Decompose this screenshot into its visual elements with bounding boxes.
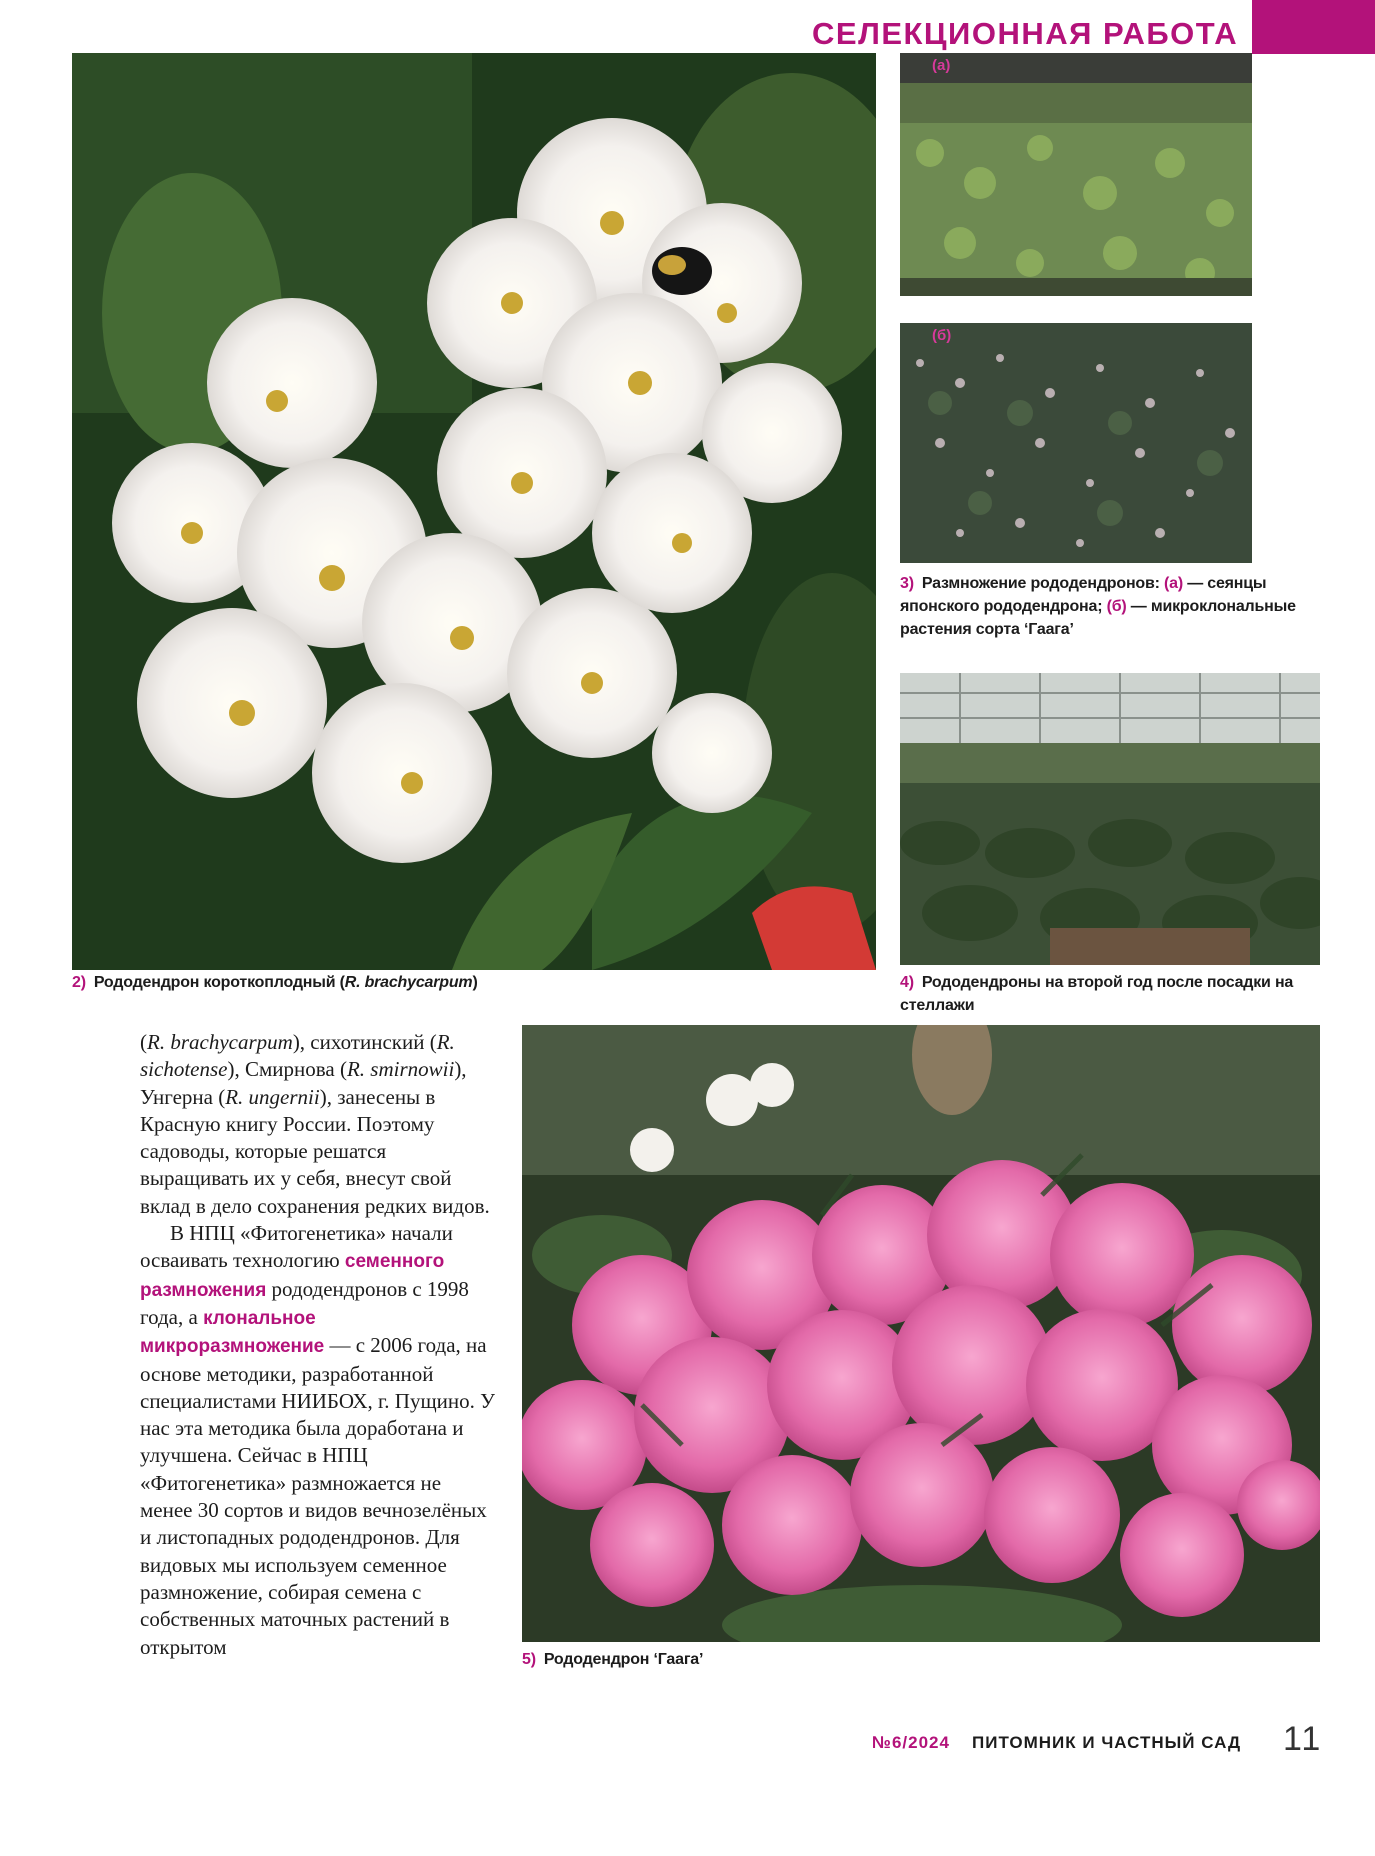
paragraph-2-text-3: — с 2006 года, на основе методики, разработанной специалистами НИИБОХ, г. Пущино. У нас эта методика была доработана и улучшена. Сейчас в НПЦ «Фитогенетика» размножается не менее 30 сортов и видов вечнозелёных и листопадных рододендронов. Для видовых мы используем семенное размножение, собирая семена с собственных маточных растений в открытом [140, 1333, 495, 1659]
figure-5-number: 5) [522, 1651, 536, 1668]
paragraph-1-text-1: ), сихотинский ( [292, 1030, 437, 1054]
photo-seedlings-a [900, 53, 1252, 296]
figure-2-caption-latin: R. brachycarpum [344, 974, 473, 991]
figure-3-label-a: (а) [1164, 575, 1183, 592]
figure-4-caption-text: Рододендроны на второй год после посадки на стеллажи [900, 974, 1294, 1014]
figure-2-caption-text: Рододендрон короткоплодный ( [93, 974, 345, 991]
figure-3-label-b: (б) [1106, 598, 1127, 615]
latin-name-3: R. smirnowii [346, 1057, 455, 1082]
section-color-bar [1252, 0, 1375, 54]
figure-5-caption [522, 1648, 1022, 1671]
article-paragraph-1: (R. brachycarpum), сихотинский (R. sichotense), Смирнова (R. smirnowii), Унгерна (R. ungernii), занесены в Красную книгу России. Поэтому садоводы, которые решатся выращивать их у себя, внесут свой вклад в дело сохранения редких видов. [140, 1030, 490, 1218]
latin-name-1: R. brachycarpum [147, 1030, 293, 1054]
photo-marker-b: (б) [932, 327, 952, 344]
section-title: СЕЛЕКЦИОННАЯ РАБОТА [812, 16, 1239, 51]
paragraph-1-text-3: ), Унгерна ( [140, 1057, 467, 1109]
latin-name-4: R. ungernii [225, 1084, 320, 1109]
photo-white-rhododendron [72, 53, 876, 970]
latin-name-2: R. sichotense [140, 1030, 455, 1082]
footer-magazine-title: ПИТОМНИК И ЧАСТНЫЙ САД [972, 1733, 1242, 1752]
figure-3-number: 3) [900, 575, 914, 592]
highlight-seed-propagation: семенного размножения [140, 1251, 445, 1301]
paragraph-1-text-4: ), занесены в Красную книгу России. Поэтому садоводы, которые решатся выращивать их у себя, внесут свой вклад в дело сохранения редких видов. [140, 1084, 490, 1218]
photo-microclonal-b [900, 323, 1252, 563]
figure-4-caption [900, 971, 1320, 1017]
figure-2-caption-end: ) [472, 974, 478, 991]
figure-3-caption [900, 572, 1330, 641]
figure-3-caption-text-1: Размножение рододендронов: [921, 575, 1164, 592]
footer-issue-number: №6/2024 [872, 1733, 950, 1752]
paragraph-2-text-1: В НПЦ «Фитогенетика» начали осваивать технологию [140, 1221, 453, 1273]
page-number: 11 [1283, 1720, 1323, 1758]
figure-5-caption-text: Рододендрон ‘Гаага’ [543, 1651, 704, 1668]
figure-3-caption-text-3: — микроклональные растения сорта ‘Гаага’ [900, 598, 1296, 638]
article-body [140, 1029, 495, 1661]
article-paragraph-2 [140, 1220, 495, 1661]
highlight-clonal-micropropagation: клональное микроразмножение [140, 1307, 325, 1358]
paragraph-2-text-2: рододендронов с 1998 года, а [140, 1276, 469, 1329]
photo-marker-a: (а) [932, 57, 951, 74]
figure-4-number: 4) [900, 974, 914, 991]
photo-greenhouse-rack [900, 673, 1320, 965]
figure-2-caption [72, 971, 872, 994]
figure-3-caption-text-2: — сеянцы японского рододендрона; [900, 575, 1267, 615]
photo-pink-rhododendron [522, 1025, 1320, 1642]
paragraph-1-text-2: ), Смирнова ( [227, 1057, 347, 1082]
figure-2-number: 2) [72, 974, 86, 991]
